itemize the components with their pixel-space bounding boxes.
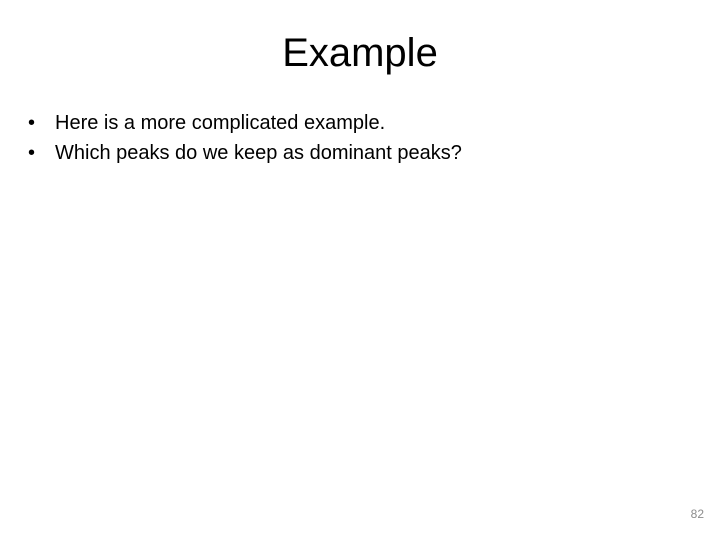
bullet-marker: • — [28, 112, 36, 134]
bullet-text: Here is a more complicated example. — [55, 112, 386, 134]
bullet-list — [28, 108, 688, 168]
slide-title: Example — [282, 31, 438, 75]
bullet-marker: • — [28, 142, 36, 164]
slide-number: 82 — [690, 507, 704, 521]
bullet-item — [28, 138, 688, 168]
bullet-item — [28, 108, 688, 138]
bullet-text: Which peaks do we keep as dominant peaks? — [55, 142, 462, 164]
